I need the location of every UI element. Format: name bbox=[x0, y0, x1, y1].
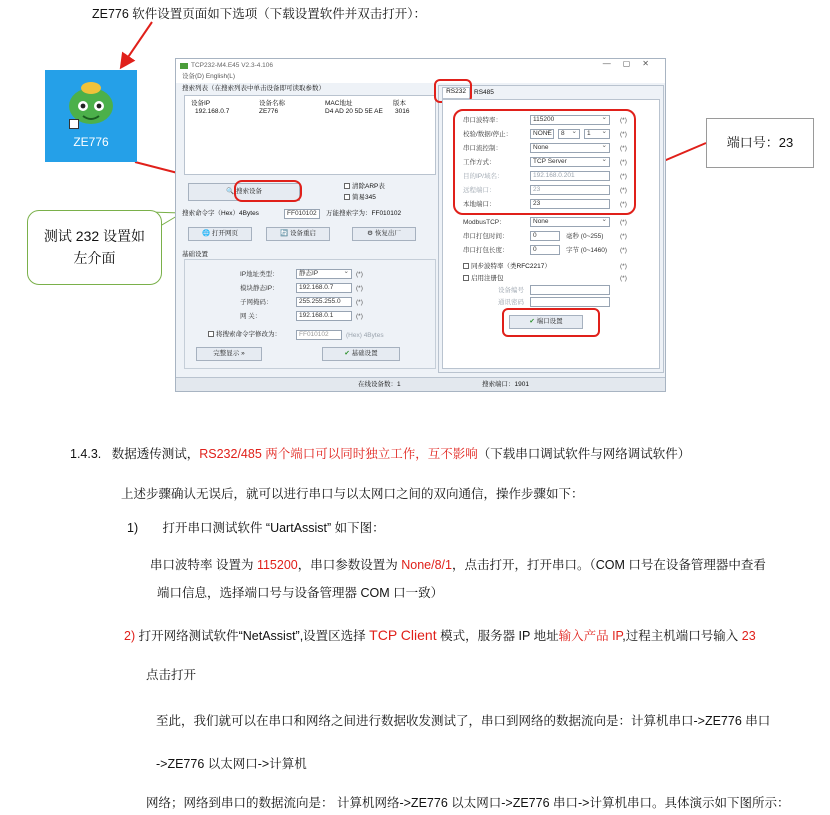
port-set-highlight bbox=[502, 308, 600, 337]
step2: 2) 打开网络测试软件“NetAssist”,设置区选择 TCP Client 模式，服务器 IP 地址输入产品 IP,过程主机端口号输入 23 bbox=[124, 627, 756, 643]
clear-arp-checkbox[interactable]: 清除ARP表 bbox=[344, 183, 385, 191]
dev-id-label: 设备编号 bbox=[498, 287, 524, 294]
port-set-button[interactable]: ✔ 端口设置 bbox=[509, 315, 583, 329]
remote-port-label: 远程端口： bbox=[463, 187, 496, 194]
flow-select[interactable]: None ⌄ bbox=[530, 143, 610, 153]
window-controls[interactable]: —▢✕ bbox=[602, 59, 661, 68]
basic-set-button[interactable]: ✔ 基础设置 bbox=[322, 347, 400, 361]
modbus-select[interactable]: None ⌄ bbox=[530, 217, 610, 227]
col-version: 版本 bbox=[393, 100, 406, 107]
pack-time-input[interactable]: 0 bbox=[530, 231, 560, 241]
status-search-port: 搜索端口：1901 bbox=[482, 381, 529, 388]
target-ip-label: 目的IP/域名： bbox=[463, 173, 504, 180]
full-display-button[interactable]: 完整显示 » bbox=[196, 347, 262, 361]
flow-line2: ->ZE776 以太网口->计算机 bbox=[156, 757, 307, 771]
mode-label: 工作方式： bbox=[463, 159, 496, 166]
mask-label: 子网掩码： bbox=[240, 299, 273, 306]
remote-port-input[interactable]: 23 bbox=[530, 185, 610, 195]
device-list bbox=[184, 95, 436, 175]
caption: ZE776 软件设置页面如下选项（下载设置软件并双击打开）： bbox=[92, 7, 427, 21]
search-device-button[interactable]: 🔍 搜索设备 bbox=[188, 183, 300, 201]
flow-line1: 至此，我们就可以在串口和网络之间进行数据收发测试了，串口到网络的数据流向是：计算机串口->ZE776 串口 bbox=[156, 714, 771, 728]
tab-rs485[interactable]: RS485 bbox=[474, 89, 494, 96]
test-232-callout bbox=[27, 210, 162, 285]
menu-bar[interactable]: 设备(D) English(L) bbox=[176, 73, 665, 83]
flow-line3: 网络；网络到串口的数据流向是： 计算机网络->ZE776 以太网口->ZE776 串口->计算机串口。具体演示如下图所示： bbox=[146, 796, 790, 810]
static-ip-input[interactable]: 192.168.0.7 bbox=[296, 283, 352, 293]
paragraph-intro: 上述步骤确认无误后，就可以进行串口与以太网口之间的双向通信，操作步骤如下： bbox=[121, 487, 584, 501]
pack-len-label: 串口打包长度： bbox=[463, 247, 509, 254]
target-ip-input[interactable]: 192.168.0.201 bbox=[530, 171, 610, 181]
ip-type-select[interactable]: 静态IP ⌄ bbox=[296, 269, 352, 279]
gateway-label: 网 关： bbox=[240, 313, 262, 320]
status-online: 在线设备数：1 bbox=[358, 381, 401, 388]
ip-type-label: IP地址类型： bbox=[240, 271, 279, 278]
callout-line2: 左介面 bbox=[73, 250, 116, 266]
search-highlight bbox=[234, 180, 302, 202]
baud-select[interactable]: 115200 ⌄ bbox=[530, 115, 610, 125]
comm-pwd-label: 通讯密码 bbox=[498, 299, 524, 306]
sync-baud-checkbox[interactable]: 同步波特率（类RFC2217） bbox=[463, 263, 551, 271]
search-cmd-label: 搜索命令字（Hex）4Bytes bbox=[182, 210, 259, 217]
step1: 1) 打开串口测试软件 “UartAssist” 如下图： bbox=[127, 521, 385, 535]
search-cmd-input[interactable]: FF010102 bbox=[284, 209, 320, 219]
step2-line2: 点击打开 bbox=[146, 668, 197, 682]
search-list-title: 搜索列表（在搜索列表中单击设备即可读取参数） bbox=[182, 85, 325, 92]
open-web-button[interactable]: 🌐 打开网页 bbox=[188, 227, 252, 241]
status-bar bbox=[176, 377, 665, 391]
col-ip: 设备IP bbox=[191, 100, 211, 107]
pack-time-label: 串口打包时间： bbox=[463, 233, 509, 240]
restart-button[interactable]: 🔄 设备重启 bbox=[266, 227, 330, 241]
work-mode-select[interactable]: TCP Server ⌄ bbox=[530, 157, 610, 167]
enable-reg-checkbox[interactable]: 启用注册包 bbox=[463, 275, 504, 283]
col-mac: MAC地址 bbox=[325, 100, 353, 107]
simple-checkbox[interactable]: 简易345 bbox=[344, 194, 376, 202]
shortcut-arrow-icon bbox=[69, 119, 79, 129]
comm-pwd-input[interactable] bbox=[530, 297, 610, 307]
arrow-caption-to-icon bbox=[122, 22, 152, 66]
gateway-input[interactable]: 192.168.0.1 bbox=[296, 311, 352, 321]
static-ip-label: 模块静态IP： bbox=[240, 285, 279, 292]
callout-line1: 测试 232 设置如 bbox=[43, 228, 146, 244]
flow-label: 串口流控制： bbox=[463, 145, 502, 152]
icon-label: ZE776 bbox=[73, 135, 109, 149]
app-icon-ze776[interactable] bbox=[45, 70, 137, 162]
stop-bits-select[interactable]: 1 ⌄ bbox=[584, 129, 610, 139]
table-row[interactable]: 192.168.0.7 ZE776 D4 AD 20 5D 5E AE 3016 bbox=[195, 108, 410, 115]
universal-cmd-label: 万能搜索字为：FF010102 bbox=[326, 210, 402, 217]
modbus-label: ModbusTCP： bbox=[463, 219, 506, 226]
baud-label: 串口波特率： bbox=[463, 117, 502, 124]
parity-select[interactable]: NONE ⌄ bbox=[530, 129, 554, 139]
tab-rs232[interactable]: RS232 bbox=[442, 87, 470, 99]
change-cmd-checkbox[interactable]: 将搜索命令字修改为： bbox=[208, 331, 281, 339]
data-bits-select[interactable]: 8 ⌄ bbox=[558, 129, 580, 139]
change-cmd-input[interactable]: FF010102 bbox=[296, 330, 342, 340]
app-small-icon bbox=[180, 63, 188, 69]
local-port-input[interactable]: 23 bbox=[530, 199, 610, 209]
mask-input[interactable]: 255.255.255.0 bbox=[296, 297, 352, 307]
serial-setup-line1: 串口波特率 设置为 115200，串口参数设置为 None/8/1，点击打开，打开串口。（COM 口号在设备管理器中查看 bbox=[150, 558, 766, 572]
config-software-window: TCP232-M4.E45 V2.3-4.106 —▢✕ 设备(D) English(L) 搜索列表（在搜索列表中单击设备即可读取参数） 设备IP 设备名称 MAC地址 版本 192.168.0.7 ZE776 D4 AD 20 5D 5E AE 3016 🔍 搜索设备 清除ARP表 简易345 搜索命令字（Hex）4Bytes FF010102 万能搜索字为：FF010102 🌐 打开网页 🔄 设备重启 ⚙ 恢复出厂 基础设置 IP地址类型： 静态IP ⌄ (*) 模块静态IP： 192.168.0.7 (*) 子网掩码： 255.255.255.0 (*) 网 关： 192.168.0.1 (*) 将搜索命令字修改为： FF010102 (Hex) 4Bytes 完整显示 » ✔ 基础设置 RS232 RS485 串口波特率： 115200 ⌄ (*) 校验/数据/停止： NONE ⌄ 8 ⌄ 1 ⌄ (*) 串口流控制： None ⌄ (*) 工作方式： TCP Server ⌄ (*) 目的IP/域名： 192.168.0.201 (*) 远程端口： 23 (*) 本地端口： 23 (*) ModbusTCP： None ⌄ (*) 串口打包时间： 0 毫秒 (0~255) (*) 串口打包长度： 0 字节 (0~1460) (*) 同步波特率（类RFC2217） (*) 启用注册包 (*) 设备编号 通讯密码 ✔ 端口设置 在线设备数：1 搜索端口：1901 bbox=[175, 58, 666, 392]
parity-label: 校验/数据/停止： bbox=[463, 131, 513, 138]
basic-settings-title: 基础设置 bbox=[182, 251, 208, 258]
dev-id-input[interactable] bbox=[530, 285, 610, 295]
factory-reset-button[interactable]: ⚙ 恢复出厂 bbox=[352, 227, 416, 241]
window-title: TCP232-M4.E45 V2.3-4.106 bbox=[191, 62, 274, 69]
section-heading: 1.4.3. 数据透传测试，RS232/485 两个端口可以同时独立工作，互不影响（下载串口调试软件与网络调试软件） bbox=[70, 447, 691, 461]
col-name: 设备名称 bbox=[259, 100, 285, 107]
window-titlebar bbox=[176, 59, 665, 73]
serial-setup-line2: 端口信息，选择端口号与设备管理器 COM 口一致） bbox=[157, 586, 444, 600]
local-port-label: 本地端口： bbox=[463, 201, 496, 208]
port-number-tag: 端口号：23 bbox=[706, 118, 814, 168]
pack-len-input[interactable]: 0 bbox=[530, 245, 560, 255]
